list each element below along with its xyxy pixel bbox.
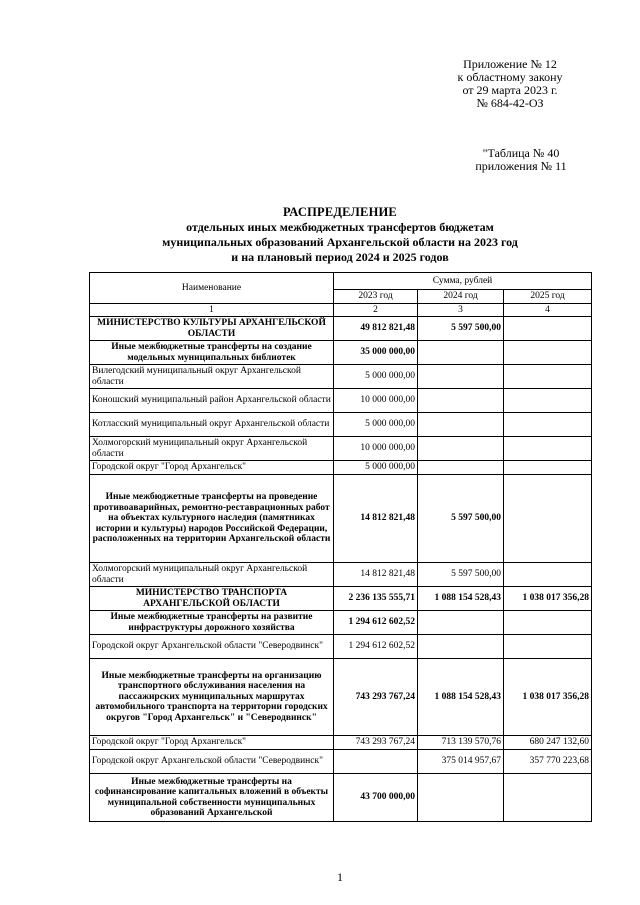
row-name: Коношский муниципальный район Архангельской области: [90, 389, 334, 413]
title-main: РАСПРЕДЕЛЕНИЕ: [283, 205, 397, 219]
table-row: [90, 611, 592, 635]
row-value-2024: 1 088 154 528,43: [418, 659, 504, 736]
row-value-2025: [504, 635, 592, 659]
table-appendix: приложения № 11: [475, 159, 567, 173]
row-value-2023: 10 000 000,00: [334, 389, 418, 413]
row-value-2023: 1 294 612 602,52: [334, 611, 418, 635]
row-value-2023: 14 812 821,48: [334, 475, 418, 563]
row-value-2024: [418, 365, 504, 389]
table-row: [90, 563, 592, 587]
row-value-2024: [418, 635, 504, 659]
annex-date: от 29 марта 2023 г.: [462, 83, 558, 97]
table-row: [90, 413, 592, 437]
row-value-2025: [504, 774, 592, 822]
row-value-2023: 743 293 767,24: [334, 659, 418, 736]
row-value-2025: [504, 389, 592, 413]
table-row: [90, 437, 592, 461]
header-year-2025: 2025 год: [504, 290, 592, 304]
table-row: [90, 475, 592, 563]
row-value-2024: [418, 437, 504, 461]
row-value-2023: 10 000 000,00: [334, 437, 418, 461]
table-row: [90, 317, 592, 341]
row-value-2024: [418, 341, 504, 365]
row-value-2023: 5 000 000,00: [334, 461, 418, 475]
header-year-2023: 2023 год: [334, 290, 418, 304]
row-name: Иные межбюджетные трансферты на софинансирование капитальных вложений в объекты муниципальной собственности муниципальных образований Архангельской: [90, 774, 334, 822]
row-value-2025: 1 038 017 356,28: [504, 587, 592, 611]
row-value-2023: 1 294 612 602,52: [334, 635, 418, 659]
row-name: Иные межбюджетные трансферты на развитие инфраструктуры дорожного хозяйства: [90, 611, 334, 635]
row-name: Холмогорский муниципальный округ Архангельской области: [90, 437, 334, 461]
document-title: [90, 205, 590, 265]
table-row: [90, 587, 592, 611]
row-name: Котласский муниципальный округ Архангельской области: [90, 413, 334, 437]
row-value-2025: 357 770 223,68: [504, 750, 592, 774]
row-value-2025: [504, 611, 592, 635]
row-name: Иные межбюджетные трансферты на организацию транспортного обслуживания населения на пассажирских муниципальных маршрутах автомобильного транспорта на территории городских округов "Город Архангельск" и "Северодвинск": [90, 659, 334, 736]
row-value-2024: 375 014 957,67: [418, 750, 504, 774]
header-year-2024: 2024 год: [418, 290, 504, 304]
row-name: Городской округ "Город Архангельск": [90, 461, 334, 475]
row-value-2023: 5 000 000,00: [334, 365, 418, 389]
table-row: [90, 365, 592, 389]
row-value-2025: [504, 461, 592, 475]
row-value-2024: 5 597 500,00: [418, 317, 504, 341]
table-row: [90, 389, 592, 413]
row-name: Иные межбюджетные трансферты на проведение противоаварийных, ремонтно-реставрационных работ на объектах культурного наследия (памятниках истории и культуры) народов Российской Федерации, расположенных на территории Архангельской области: [90, 475, 334, 563]
table-row: [90, 750, 592, 774]
row-value-2023: 43 700 000,00: [334, 774, 418, 822]
table-reference: [466, 147, 576, 173]
row-value-2023: 35 000 000,00: [334, 341, 418, 365]
row-name: МИНИСТЕРСТВО КУЛЬТУРЫ АРХАНГЕЛЬСКОЙ ОБЛАСТИ: [90, 317, 334, 341]
annex-law: к областному закону: [457, 70, 563, 84]
row-name: МИНИСТЕРСТВО ТРАНСПОРТА АРХАНГЕЛЬСКОЙ ОБЛАСТИ: [90, 587, 334, 611]
annex-law-number: № 684-42-ОЗ: [476, 96, 544, 110]
table-row: [90, 635, 592, 659]
table-row: [90, 341, 592, 365]
annex-number: Приложение № 12: [463, 57, 557, 71]
title-line-3: муниципальных образований Архангельской области на 2023 год: [162, 235, 518, 249]
row-value-2025: [504, 437, 592, 461]
row-value-2025: 680 247 132,60: [504, 736, 592, 750]
row-value-2023: 5 000 000,00: [334, 413, 418, 437]
row-name: Иные межбюджетные трансферты на создание модельных муниципальных библиотек: [90, 341, 334, 365]
row-value-2024: [418, 389, 504, 413]
row-value-2024: [418, 774, 504, 822]
row-value-2025: [504, 317, 592, 341]
row-value-2024: 5 597 500,00: [418, 563, 504, 587]
row-name: Городской округ Архангельской области "Северодвинск": [90, 635, 334, 659]
row-value-2023: 2 236 135 555,71: [334, 587, 418, 611]
row-value-2024: 1 088 154 528,43: [418, 587, 504, 611]
page-number: 1: [337, 870, 343, 884]
distribution-table: [89, 272, 592, 822]
row-value-2024: [418, 611, 504, 635]
col-number-4: 4: [504, 303, 592, 317]
col-number-1: 1: [90, 303, 334, 317]
row-value-2025: [504, 341, 592, 365]
row-value-2024: [418, 461, 504, 475]
col-number-3: 3: [418, 303, 504, 317]
title-line-4: и на плановый период 2024 и 2025 годов: [231, 250, 449, 264]
row-value-2023: 49 812 821,48: [334, 317, 418, 341]
title-line-2: отдельных иных межбюджетных трансфертов бюджетам: [186, 220, 494, 234]
row-value-2024: 5 597 500,00: [418, 475, 504, 563]
row-value-2023: 743 293 767,24: [334, 736, 418, 750]
row-value-2025: [504, 365, 592, 389]
table-row: [90, 736, 592, 750]
row-value-2023: [334, 750, 418, 774]
row-name: Вилегодский муниципальный округ Архангельской области: [90, 365, 334, 389]
row-value-2025: [504, 413, 592, 437]
row-value-2025: [504, 475, 592, 563]
header-sum: Сумма, рублей: [334, 273, 592, 290]
col-number-2: 2: [334, 303, 418, 317]
row-name: Городской округ "Город Архангельск": [90, 736, 334, 750]
row-value-2023: 14 812 821,48: [334, 563, 418, 587]
table-row: [90, 659, 592, 736]
table-row: [90, 461, 592, 475]
row-value-2024: [418, 413, 504, 437]
header-name: Наименование: [90, 273, 334, 304]
row-name: Городской округ Архангельской области "Северодвинск": [90, 750, 334, 774]
annex-reference: [440, 58, 580, 110]
table-number: "Таблица № 40: [482, 146, 560, 160]
table-row: [90, 774, 592, 822]
row-value-2024: 713 139 570,76: [418, 736, 504, 750]
row-value-2025: 1 038 017 356,28: [504, 659, 592, 736]
row-value-2025: [504, 563, 592, 587]
row-name: Холмогорский муниципальный округ Архангельской области: [90, 563, 334, 587]
